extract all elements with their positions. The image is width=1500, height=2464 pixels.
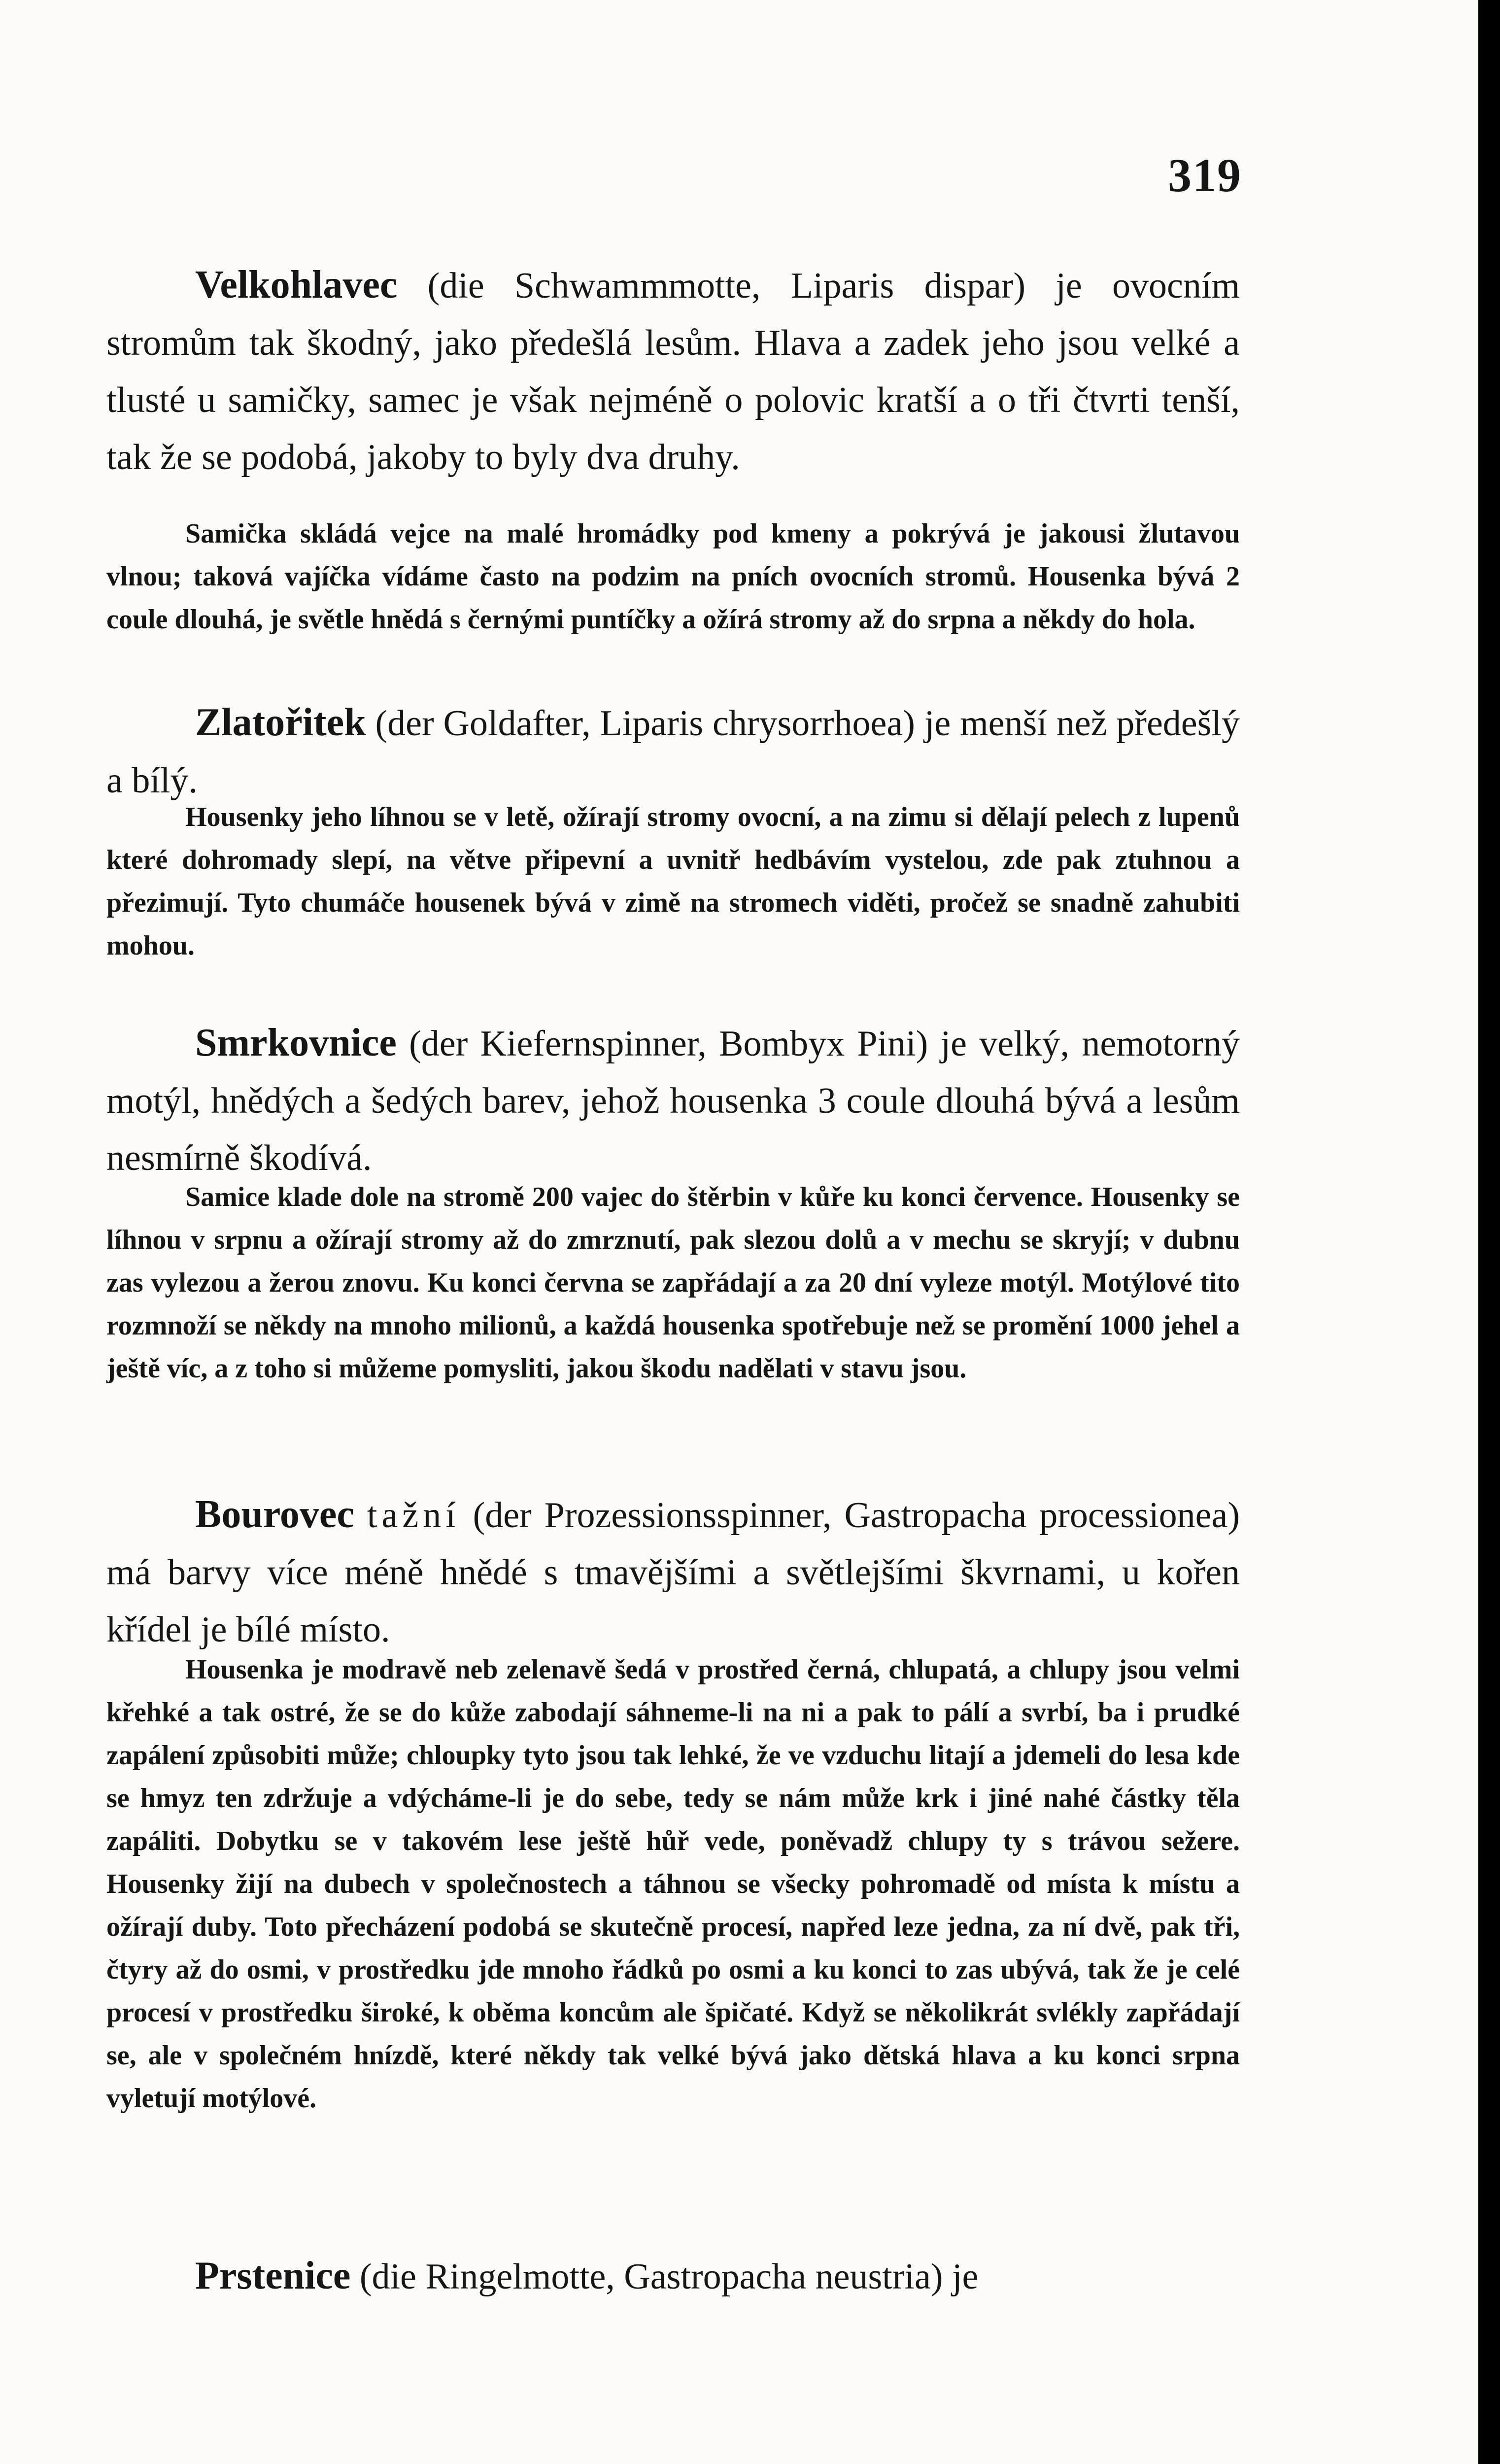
text-prstenice: (die Ringelmotte, Gastropacha neustria) je [359, 2257, 979, 2297]
page-number: 319 [1168, 149, 1242, 202]
paragraph-prstenice [106, 2247, 1240, 2305]
text-bourovec: (der Prozessionsspinner, Gastropacha processionea) má barvy více méně hnědé s tmavějšími a světlejšími škvrnami, u kořen křídel je bílé místo. [106, 1495, 1240, 1650]
heading-smrkovnice: Smrkovnice [195, 1021, 397, 1064]
note-smrkovnice: Samice klade dole na stromě 200 vajec do štěrbin v kůře ku konci července. Housenky se líhnou v srpnu a ožírají stromy až do zmrznutí, pak slezou dolů a v mechu se skryjí; v dubnu zas vylezou a žerou znovu. Ku konci června se zapřádají a za 20 dní vyleze motýl. Motýlové tito rozmnoží se někdy na mnoho milionů, a každá housenka spotřebuje než se promění 1000 jehel a ještě víc, a z toho si můžeme pomysliti, jakou škodu nadělati v stavu jsou. [106, 1182, 1240, 1384]
heading-prstenice: Prstenice [195, 2254, 351, 2297]
label-tazni: tažní [367, 1495, 460, 1536]
note-velkohlavec: Samička skládá vejce na malé hromádky pod kmeny a pokrývá je jakousi žlutavou vlnou; taková vajíčka vídáme často na podzim na pních ovocních stromů. Housenka bývá 2 coule dlouhá, je světle hnědá s černými puntíčky a ožírá stromy až do srpna a někdy do hola. [106, 518, 1240, 635]
note-zlatoritek: Housenky jeho líhnou se v letě, ožírají stromy ovocní, a na zimu si dělají pelech z lupenů které dohromady slepí, na větve připevní a uvnitř hedbávím vystelou, zde pak ztuhnou a přezimují. Tyto chumáče housenek bývá v zimě na stromech viděti, pročež se snadně zahubiti mohou. [106, 802, 1240, 961]
paragraph-velkohlavec [106, 256, 1240, 486]
note-bourovec: Housenka je modravě neb zelenavě šedá v prostřed černá, chlupatá, a chlupy jsou velmi křehké a tak ostré, že se do kůže zabodají sáhneme-li na ni a pak to pálí a svrbí, ba i prudké zapálení způsobiti může; chloupky tyto jsou tak lehké, že ve vzduchu litají a jdemeli do lesa kde se hmyz ten zdržuje a vdýcháme-li je do sebe, tedy se nám může krk i jiné nahé částky těla zapáliti. Dobytku se v takovém lese ještě hůř vede, poněvadž chlupy ty s trávou sežere. Housenky žijí na dubech v společnostech a táhnou se všecky pohromadě od místa k místu a ožírají duby. Toto přecházení podobá se skutečně procesí, napřed leze jedna, za ní dvě, pak tři, čtyry až do osmi, v prostředku jde mnoho řádků po osmi a ku konci to zas ubývá, tak že je celé procesí v prostředku široké, k oběma koncům ale špičaté. Když se několikrát svlékly zapřádají se, ale v společném hnízdě, které někdy tak velké bývá jako dětská hlava a ku konci srpna vyletují motýlové. [106, 1654, 1240, 2114]
heading-zlatoritek: Zlatořitek [195, 701, 366, 744]
heading-velkohlavec: Velkohlavec [195, 263, 398, 307]
paragraph-smrkovnice [106, 1014, 1240, 1187]
paragraph-zlatoritek [106, 694, 1240, 809]
paragraph-bourovec [106, 1486, 1240, 1658]
heading-bourovec: Bourovec [195, 1493, 354, 1536]
text-zlatoritek: (der Goldafter, Liparis chrysorrhoea) je menší než předešlý a bílý. [106, 703, 1240, 801]
text-smrkovnice: (der Kiefernspinner, Bombyx Pini) je velký, nemotorný motýl, hnědých a šedých barev, jehož housenka 3 coule dlouhá bývá a lesům nesmírně škodívá. [106, 1024, 1240, 1178]
page-edge [1478, 0, 1500, 2464]
text-velkohlavec: (die Schwammmotte, Liparis dispar) je ovocním stromům tak škodný, jako předešlá lesům. Hlava a zadek jeho jsou velké a tlusté u samičky, samec je však nejméně o polovic kratší a o tři čtvrti tenší, tak že se podobá, jakoby to byly dva druhy. [106, 266, 1240, 478]
